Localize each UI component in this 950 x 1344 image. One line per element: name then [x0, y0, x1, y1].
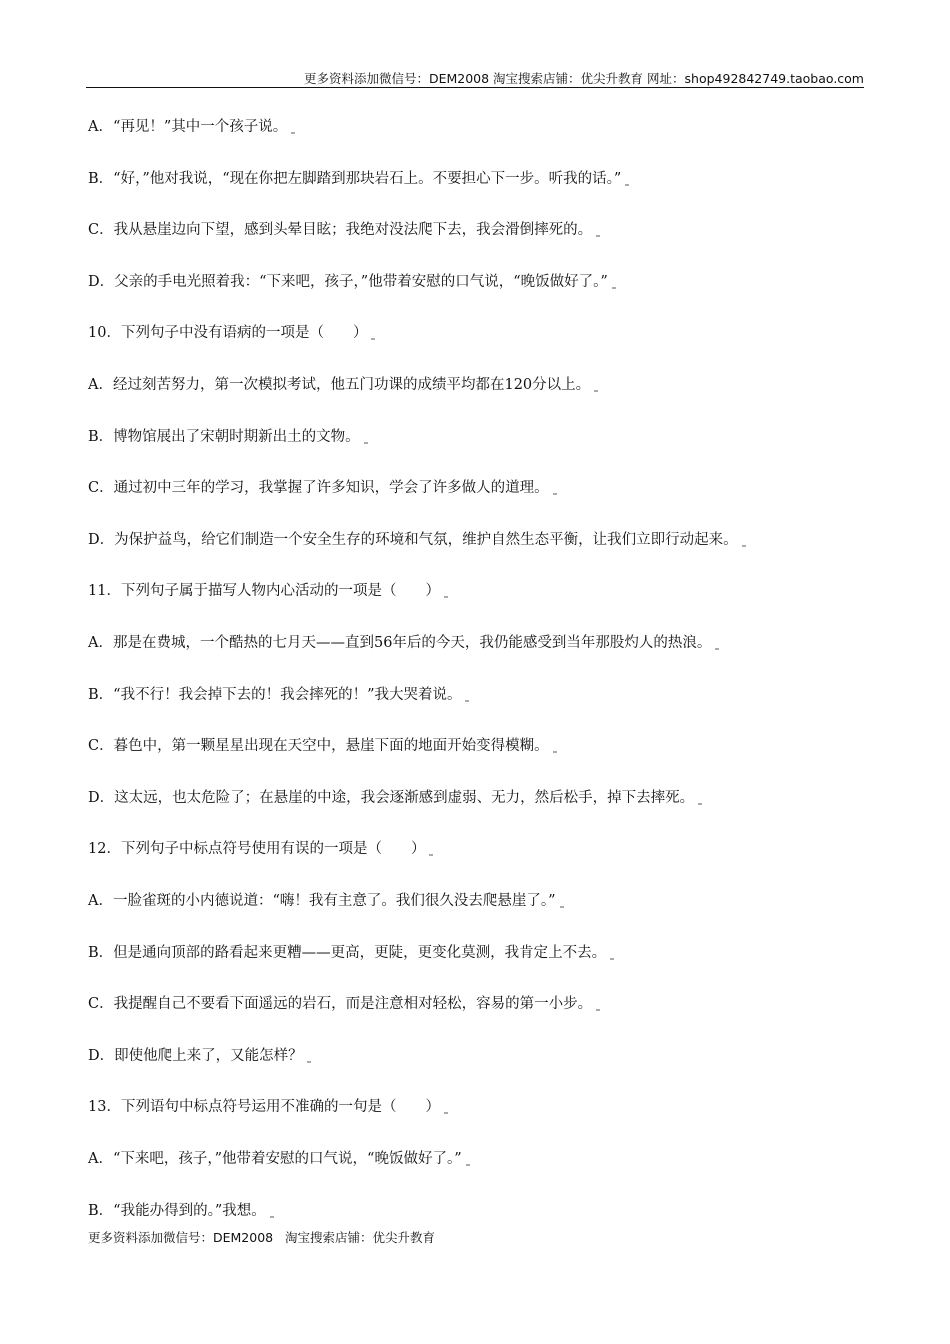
answer-option: A．经过刻苦努力，第一次模拟考试，他五门功课的成绩平均都在120分以上。	[88, 375, 598, 395]
answer-option: A．那是在费城，一个酷热的七月天——直到56年后的今天，我仍能感受到当年那股灼人的热浪。	[88, 633, 719, 653]
page-footer: 更多资料添加微信号：DEM2008 淘宝搜索店铺：优尖升教育	[88, 1230, 436, 1245]
answer-option: A．一脸雀斑的小内德说道：“嗨！我有主意了。我们很久没去爬悬崖了。”	[88, 891, 564, 911]
answer-option: B．“好，”他对我说，“现在你把左脚踏到那块岩石上。不要担心下一步。听我的话。”	[88, 169, 629, 189]
answer-option: D．为保护益鸟，给它们制造一个安全生存的环境和气氛，维护自然生态平衡，让我们立即行动起来。	[88, 530, 746, 550]
question-stem: 10．下列句子中没有语病的一项是（ ）	[88, 323, 375, 343]
question-stem: 11．下列句子属于描写人物内心活动的一项是（ ）	[88, 581, 448, 601]
answer-option: C．我从悬崖边向下望，感到头晕目眩；我绝对没法爬下去，我会滑倒摔死的。	[88, 220, 600, 240]
header-divider	[86, 87, 864, 88]
answer-option: A．“下来吧，孩子，”他带着安慰的口气说，“晚饭做好了。”	[88, 1149, 470, 1169]
answer-option: D．这太远，也太危险了；在悬崖的中途，我会逐渐感到虚弱、无力，然后松手，掉下去摔死。	[88, 788, 702, 808]
answer-option: B．但是通向顶部的路看起来更糟——更高，更陡，更变化莫测，我肯定上不去。	[88, 943, 614, 963]
answer-option: B．“我不行！我会掉下去的！我会摔死的！”我大哭着说。	[88, 685, 469, 705]
answer-option: A．“再见！”其中一个孩子说。	[88, 117, 295, 137]
answer-option: C．我提醒自己不要看下面遥远的岩石，而是注意相对轻松，容易的第一小步。	[88, 994, 600, 1014]
answer-option: C．暮色中，第一颗星星出现在天空中，悬崖下面的地面开始变得模糊。	[88, 736, 557, 756]
page-header: 更多资料添加微信号：DEM2008 淘宝搜索店铺：优尖升教育 网址：shop492842749.taobao.com	[303, 71, 864, 86]
answer-option: D．即使他爬上来了，又能怎样？	[88, 1046, 311, 1066]
answer-option: B．博物馆展出了宋朝时期新出土的文物。	[88, 427, 368, 447]
question-stem: 12．下列句子中标点符号使用有误的一项是（ ）	[88, 839, 433, 859]
question-stem: 13．下列语句中标点符号运用不准确的一句是（ ）	[88, 1097, 448, 1117]
answer-option: D．父亲的手电光照着我：“下来吧，孩子，”他带着安慰的口气说，“晚饭做好了。”	[88, 272, 616, 292]
answer-option: B．“我能办得到的。”我想。	[88, 1201, 274, 1221]
answer-option: C．通过初中三年的学习，我掌握了许多知识，学会了许多做人的道理。	[88, 478, 557, 498]
